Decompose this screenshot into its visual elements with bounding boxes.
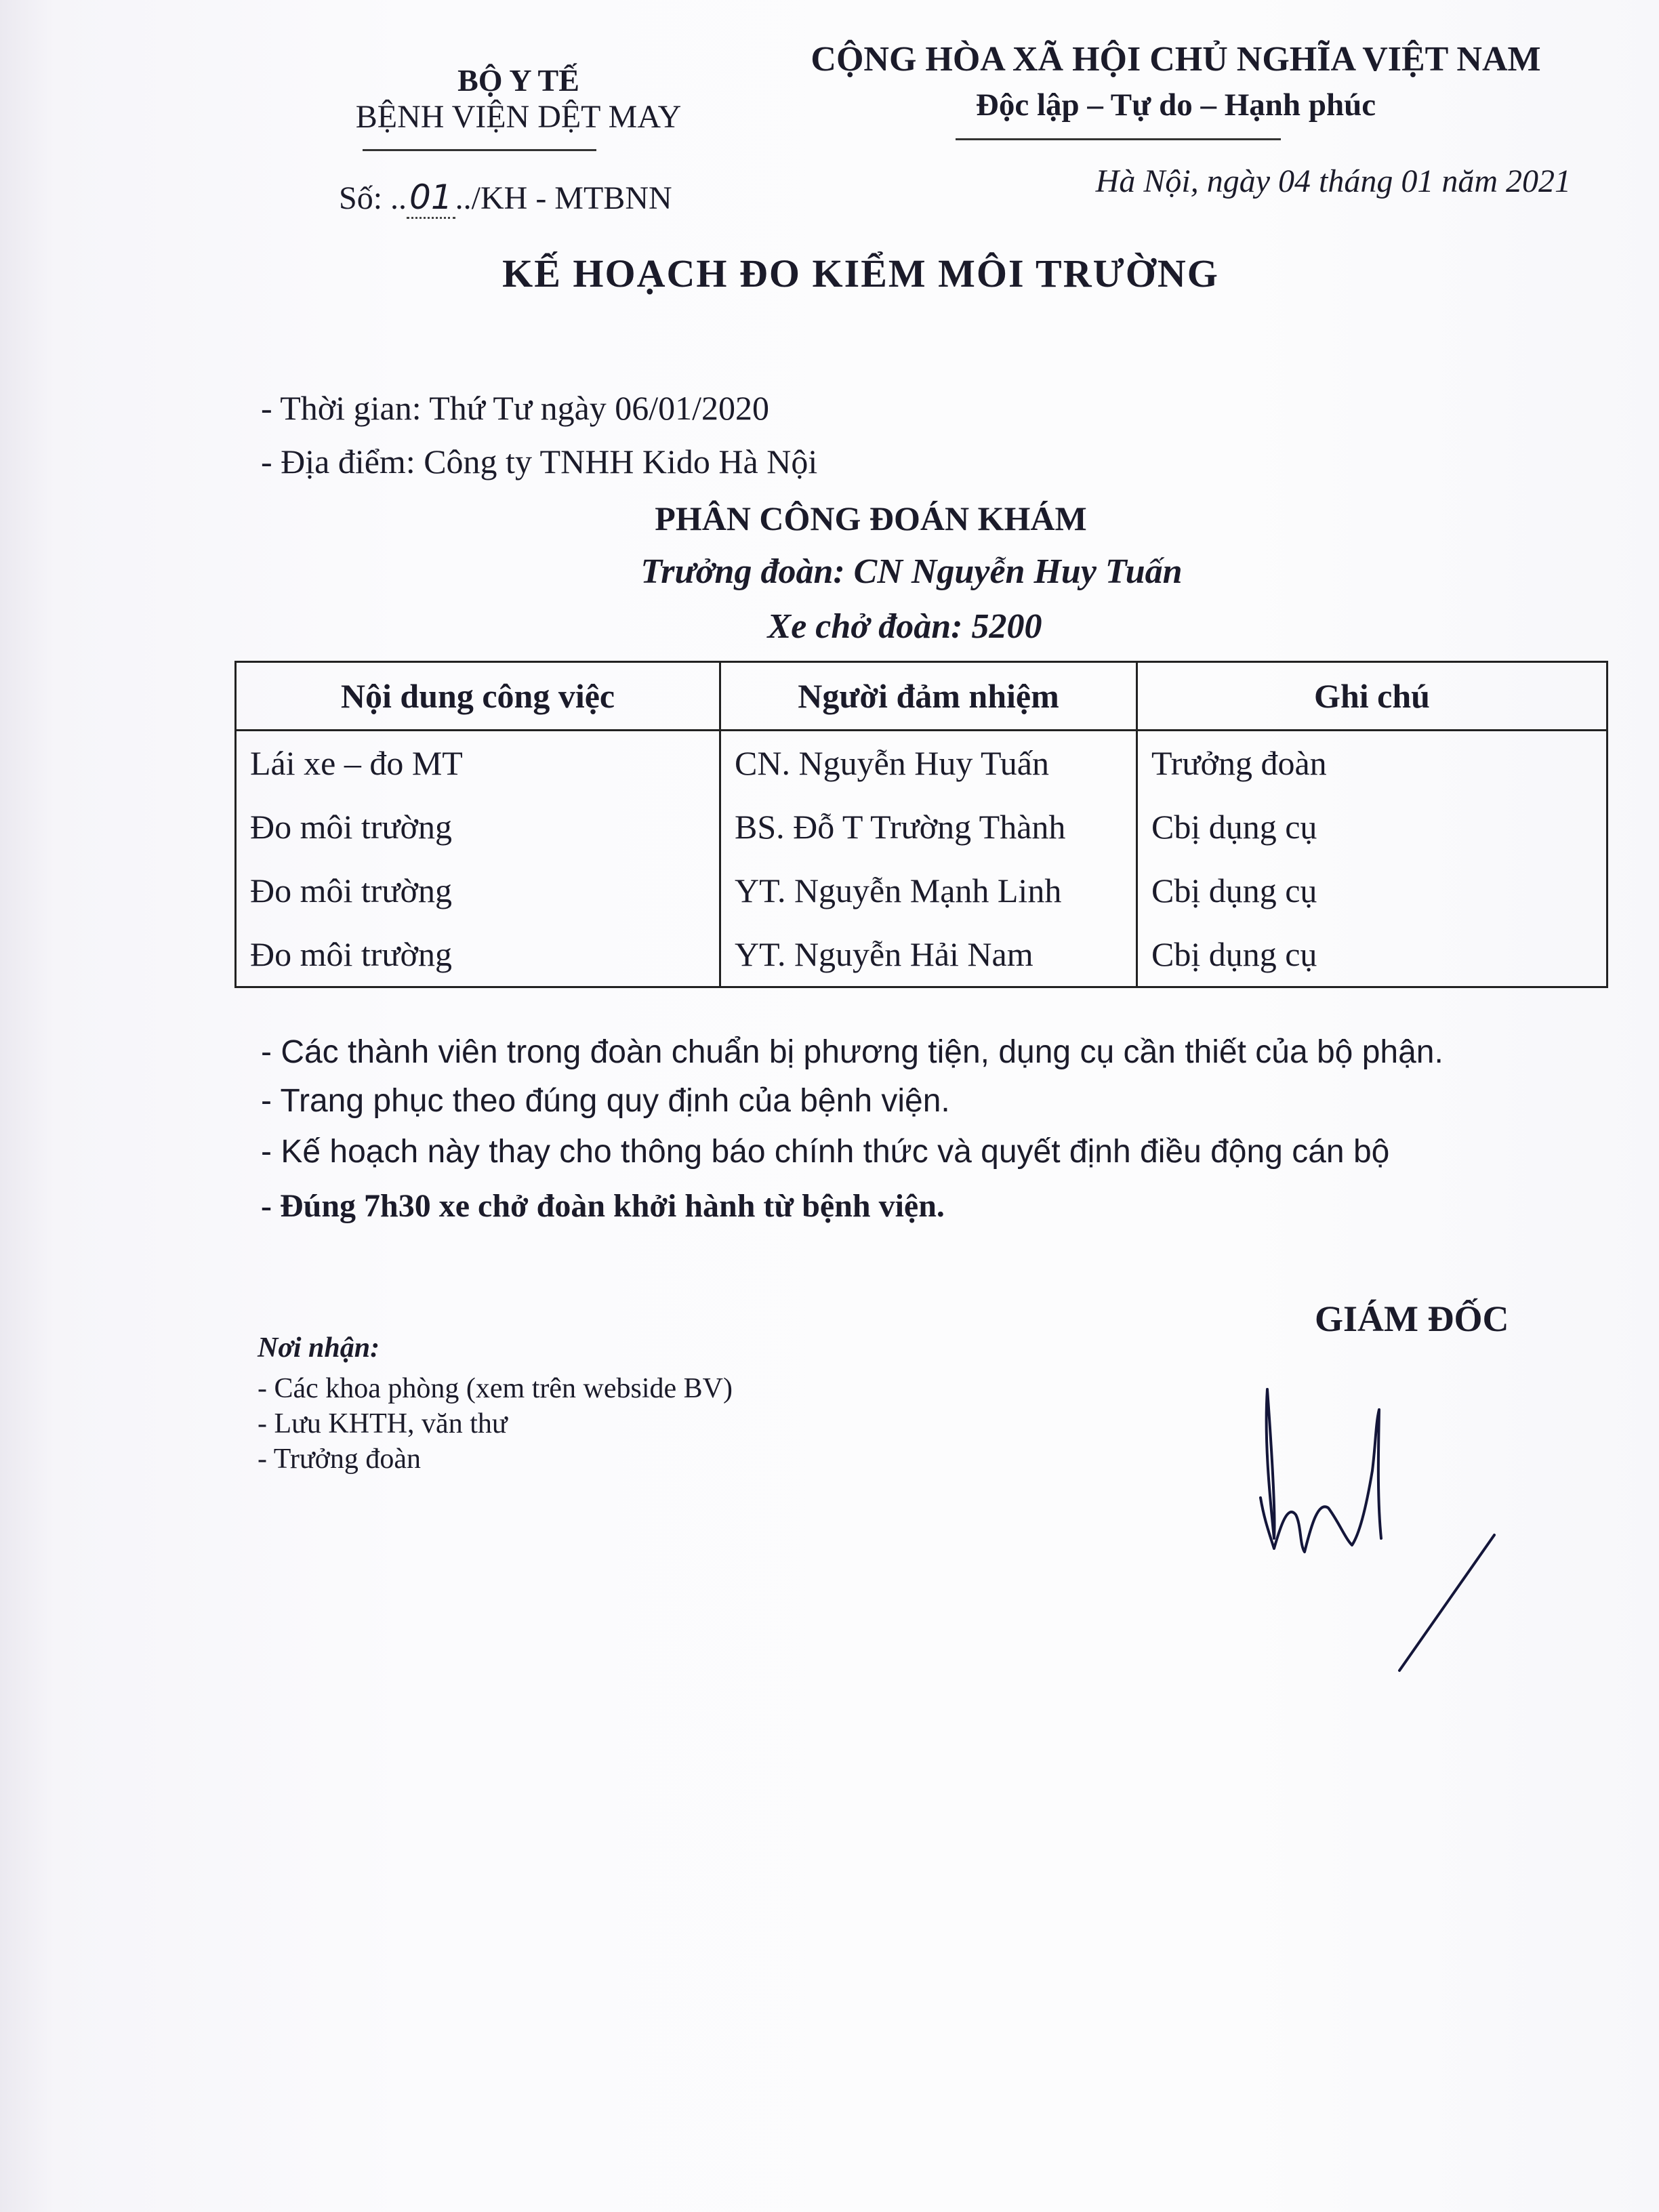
note-item: - Kế hoạch này thay cho thông báo chính thức và quyết định điều động cán bộ [261,1134,1390,1170]
table-cell: Đo môi trường [236,859,720,922]
note-item: - Trang phục theo đúng quy định của bệnh viện. [261,1083,950,1119]
document-number-value: 01 [407,178,455,219]
table-header-cell: Ghi chú [1137,662,1607,731]
hospital-name: BỆNH VIỆN DỆT MAY [355,99,682,135]
table-row [236,922,1607,987]
table-cell: Trưởng đoàn [1151,744,1327,782]
note-item: - Các thành viên trong đoàn chuẩn bị phương tiện, dụng cụ cần thiết của bộ phận. [261,1034,1443,1070]
table-cell: YT. Nguyễn Mạnh Linh [720,859,1137,922]
document-number-suffix: ../KH - MTBNN [455,180,672,216]
table-header-cell: Nội dung công việc [236,662,720,731]
ministry-name: BỘ Y TẾ [457,63,579,98]
table-cell: Cbị dụng cụ [1151,808,1317,846]
team-leader: Trưởng đoàn: CN Nguyễn Huy Tuấn [640,552,1183,591]
table-cell: Đo môi trường [236,795,720,859]
table-cell: YT. Nguyễn Hải Nam [720,922,1137,987]
time-line: - Thời gian: Thứ Tư ngày 06/01/2020 [261,389,770,427]
assignment-table [234,661,1608,988]
table-header-cell: Người đảm nhiệm [720,662,1137,731]
table-cell: CN. Nguyễn Huy Tuấn [720,731,1137,796]
national-motto: Độc lập – Tự do – Hạnh phúc [975,87,1376,123]
location-line: - Địa điểm: Công ty TNHH Kido Hà Nội [261,443,818,480]
table-row [236,859,1607,922]
signature-flourish [1399,1535,1494,1671]
document-number [339,178,672,217]
table-cell: Lái xe – đo MT [236,731,720,796]
director-signature [1233,1362,1532,1687]
team-heading: PHÂN CÔNG ĐOÁN KHÁM [655,499,1087,537]
table-cell: Cbị dụng cụ [1151,872,1317,909]
table-cell: Cbị dụng cụ [1151,935,1317,973]
motto-underline [956,138,1281,140]
hospital-underline [363,149,596,151]
recipient-item: - Trưởng đoàn [258,1443,422,1475]
table-header-row [236,662,1607,731]
director-title: GIÁM ĐỐC [1315,1298,1509,1339]
departure-note: - Đúng 7h30 xe chở đoàn khởi hành từ bệnh viện. [261,1188,945,1224]
recipient-item: - Các khoa phòng (xem trên webside BV) [258,1373,733,1404]
table-row [236,731,1607,796]
document-title: KẾ HOẠCH ĐO KIỂM MÔI TRƯỜNG [502,251,1219,295]
document-number-prefix: Số: .. [339,180,407,216]
signature-stroke [1261,1389,1381,1552]
team-vehicle: Xe chở đoàn: 5200 [767,607,1042,646]
recipient-item: - Lưu KHTH, văn thư [258,1408,508,1439]
recipients-title: Nơi nhận: [258,1332,380,1364]
republic-title: CỘNG HÒA XÃ HỘI CHỦ NGHĨA VIỆT NAM [811,40,1541,79]
table-cell: Đo môi trường [236,922,720,987]
place-and-date: Hà Nội, ngày 04 tháng 01 năm 2021 [1095,163,1571,199]
table-row [236,795,1607,859]
table-cell: BS. Đỗ T Trường Thành [720,795,1137,859]
